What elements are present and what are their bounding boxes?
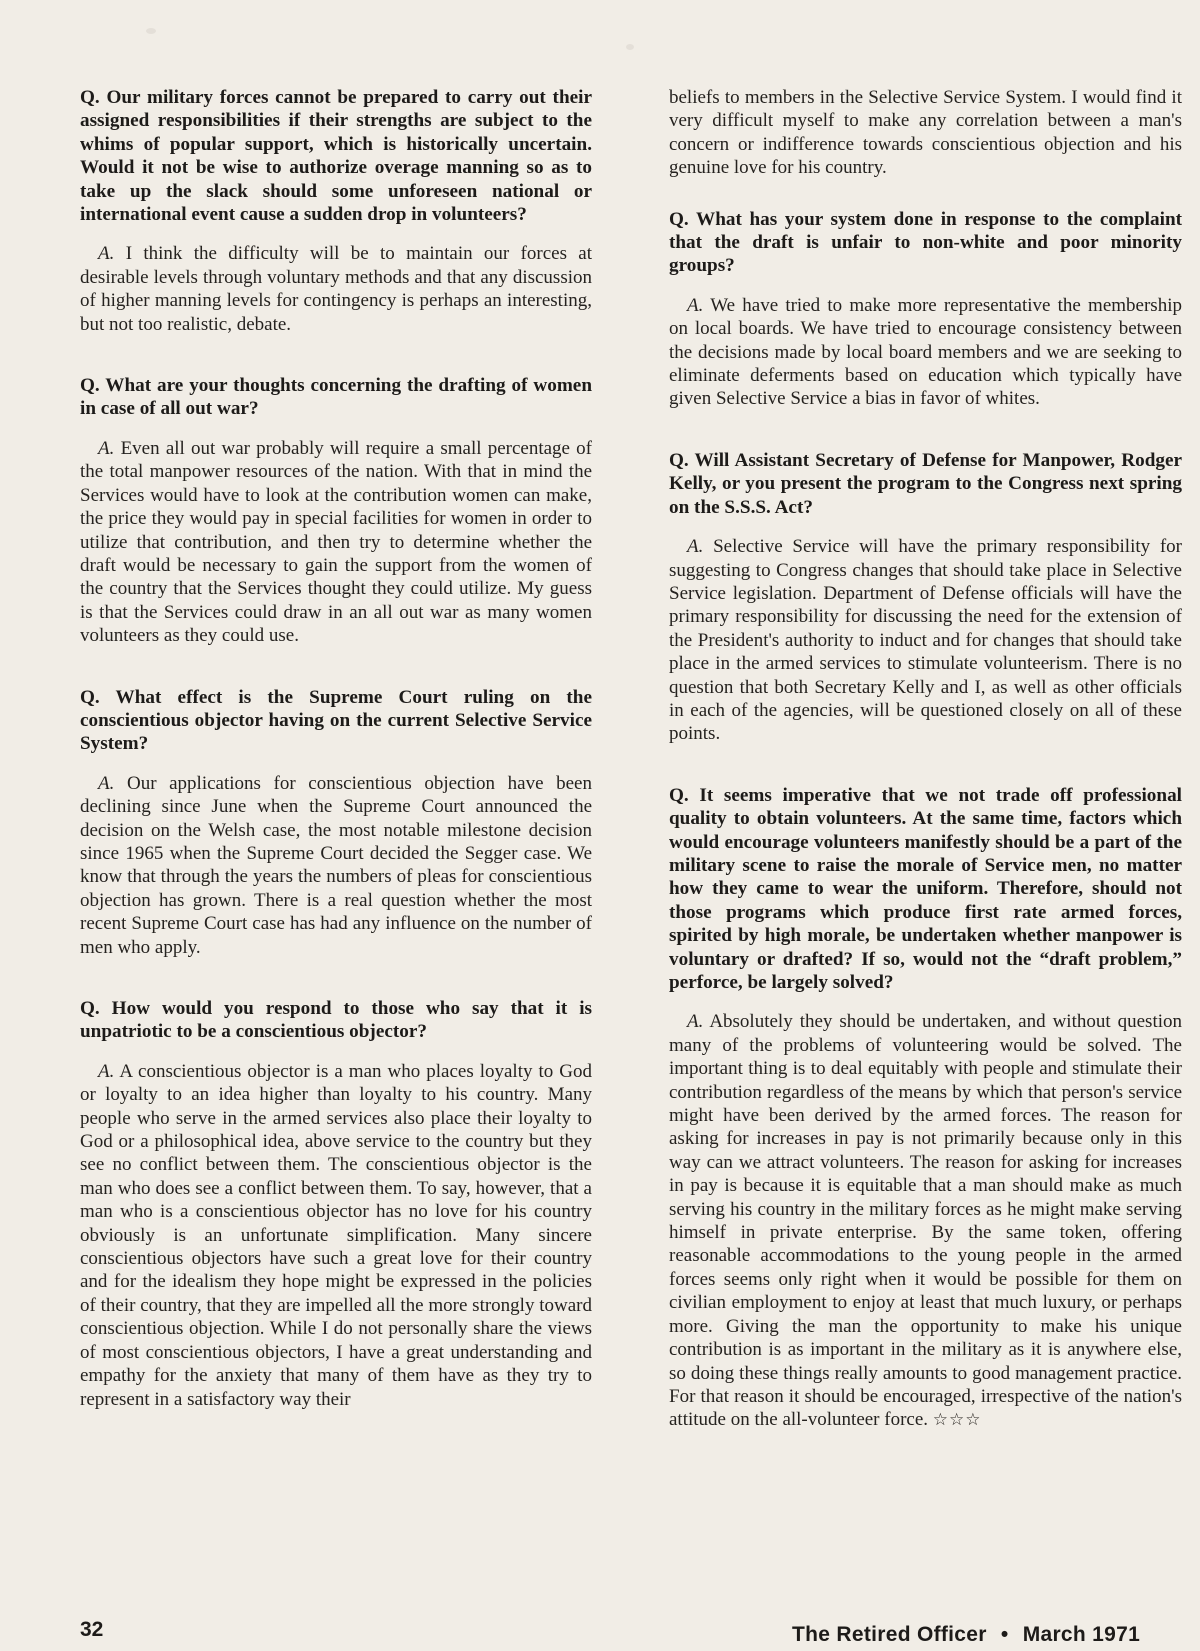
issue-date: March 1971	[1022, 1623, 1141, 1646]
answer-drafting-women: A. Even all out war probably will require a small percentage of the total manpower resources of the nation. With that in mind the Services would have to look at the contribution women can make, the price they would pay in special facilities for women in order to utilize that contribution, and then try to determine whether the draft would be necessary to gain the support from the women of the country that the Services thought they could utilize. My guess is that the Services could draw in an all out war as many women volunteers as they could use.	[80, 437, 593, 647]
left-column	[80, 86, 592, 1411]
end-mark-stars: ☆☆☆	[932, 1410, 982, 1430]
page-number: 32	[80, 1618, 104, 1641]
publication-name: The Retired Officer	[792, 1623, 987, 1646]
question-overage-manning: Q. Our military forces cannot be prepared to carry out their assigned responsibilities if their strengths are subject to the whims of popular support, which is historically uncertain. Would it not be wise to authorize overage manning so as to take up the slack should some unforeseen national or international event cause a sudden drop in volunteers?	[80, 87, 592, 226]
answer-unpatriotic: A. A conscientious objector is a man who places loyalty to God or loyalty to an idea higher than loyalty to his country. Many people who serve in the armed services also place their loyalty to God or a philosophical idea, above service to the country but they see no conflict between them. The conscientious objector is the man who does see a conflict between them. To say, however, that a man who is a conscientious objector has no love for his country obviously is an unfortunate simplification. Many sincere conscientious objectors have such a great love for their country and for the idealism they hope might be expressed in the policies of their country, that they are impelled all the more strongly toward conscientious objection. While I do not personally share the views of most conscientious objectors, I have a great understanding and empathy for the anxiety that many of them have as they try to represent in a satisfactory way their	[80, 1060, 592, 1410]
answer-unpatriotic-continued: beliefs to members in the Selective Service System. I would find it very difficult myself to make any correlation between a man's concern or indifference towards conscientious objection and his genuine love for his country.	[669, 87, 1182, 179]
answer-minority-groups: A. We have tried to make more representative the membership on local boards. We have tried to encourage consistency between the decisions made by local board members and we are seeking to eliminate deferments based on education which typically have given Selective Service a bias in favor of whites.	[669, 294, 1182, 410]
answer-overage-manning: A. I think the difficulty will be to maintain our forces at desirable levels through voluntary methods and that any discussion of higher manning levels for contingency is perhaps an interesting, but not too realistic, debate.	[80, 243, 593, 335]
question-congress-presentation: Q. Will Assistant Secretary of Defense for Manpower, Rodger Kelly, or you present the program to the Congress next spring on the S.S.S. Act?	[669, 449, 1182, 518]
right-column	[669, 86, 1182, 1432]
answer-congress-presentation: A. Selective Service will have the primary responsibility for suggesting to Congress changes that should take place in Selective Service legislation. Department of Defense officials will have the primary responsibility for discussing the need for the extension of the President's authority to induct and for changes that should take place in the armed services to stimulate volunteerism. There is no question that both Secretary Kelly and I, as well as other officials in each of the agencies, will be questioned closely on all of these points.	[669, 536, 1182, 745]
question-unpatriotic: Q. How would you respond to those who say that it is unpatriotic to be a conscientious objector?	[80, 998, 592, 1043]
question-supreme-court-ruling: Q. What effect is the Supreme Court ruling on the conscientious objector having on the current Selective Service System?	[80, 686, 592, 755]
question-minority-groups: Q. What has your system done in response to the complaint that the draft is unfair to non-white and poor minority groups?	[669, 208, 1182, 277]
question-professional-quality: Q. It seems imperative that we not trade off professional quality to obtain volunteers. At the same time, factors which would encourage volunteers manifestly should be a part of the military scene to raise the morale of Service men, no matter how they came to wear the uniform. Therefore, should not those programs which produce first rate armed forces, spirited by high morale, be undertaken whether manpower is voluntary or drafted? If so, would not the “draft problem,” perforce, be largely solved?	[669, 784, 1182, 993]
answer-supreme-court-ruling: A. Our applications for conscientious objection have been declining since June when the Supreme Court announced the decision on the Welsh case, the most notable milestone decision since 1965 when the Supreme Court decided the Segger case. We know that through the years the numbers of pleas for conscientious objection has grown. There is a real question whether the most recent Supreme Court case has had any influence on the number of men who apply.	[80, 772, 592, 958]
answer-professional-quality: A. Absolutely they should be undertaken, and without question many of the problems of volunteering would be solved. The important thing is to deal equitably with people and stimulate their contribution regardless of the means by which that person's service might have been derived by the armed forces. The reason for asking for increases in pay is not primarily because only in this way can we attract volunteers. The reason for asking for increases in pay is because it is equitable that a man should make as much serving his country in the military forces as he might make serving himself in private enterprise. By the same token, offering reasonable accommodations to the young people in the armed forces seems only right when it would be possible for them on civilian employment to enjoy at least that much luxury, or perhaps more. Giving the man the opportunity to make his unique contribution is as important in the military as it is anywhere else, so doing these things really amounts to good management practice. For that reason it should be encouraged, irrespective of the nation's attitude on the all-volunteer force. ☆☆☆	[669, 1011, 1183, 1431]
footer-separator: •	[1000, 1623, 1009, 1646]
paper-speck	[626, 44, 634, 50]
question-drafting-women: Q. What are your thoughts concerning the drafting of women in case of all out war?	[80, 375, 592, 420]
running-footer	[792, 1623, 1140, 1647]
paper-speck	[146, 28, 156, 34]
